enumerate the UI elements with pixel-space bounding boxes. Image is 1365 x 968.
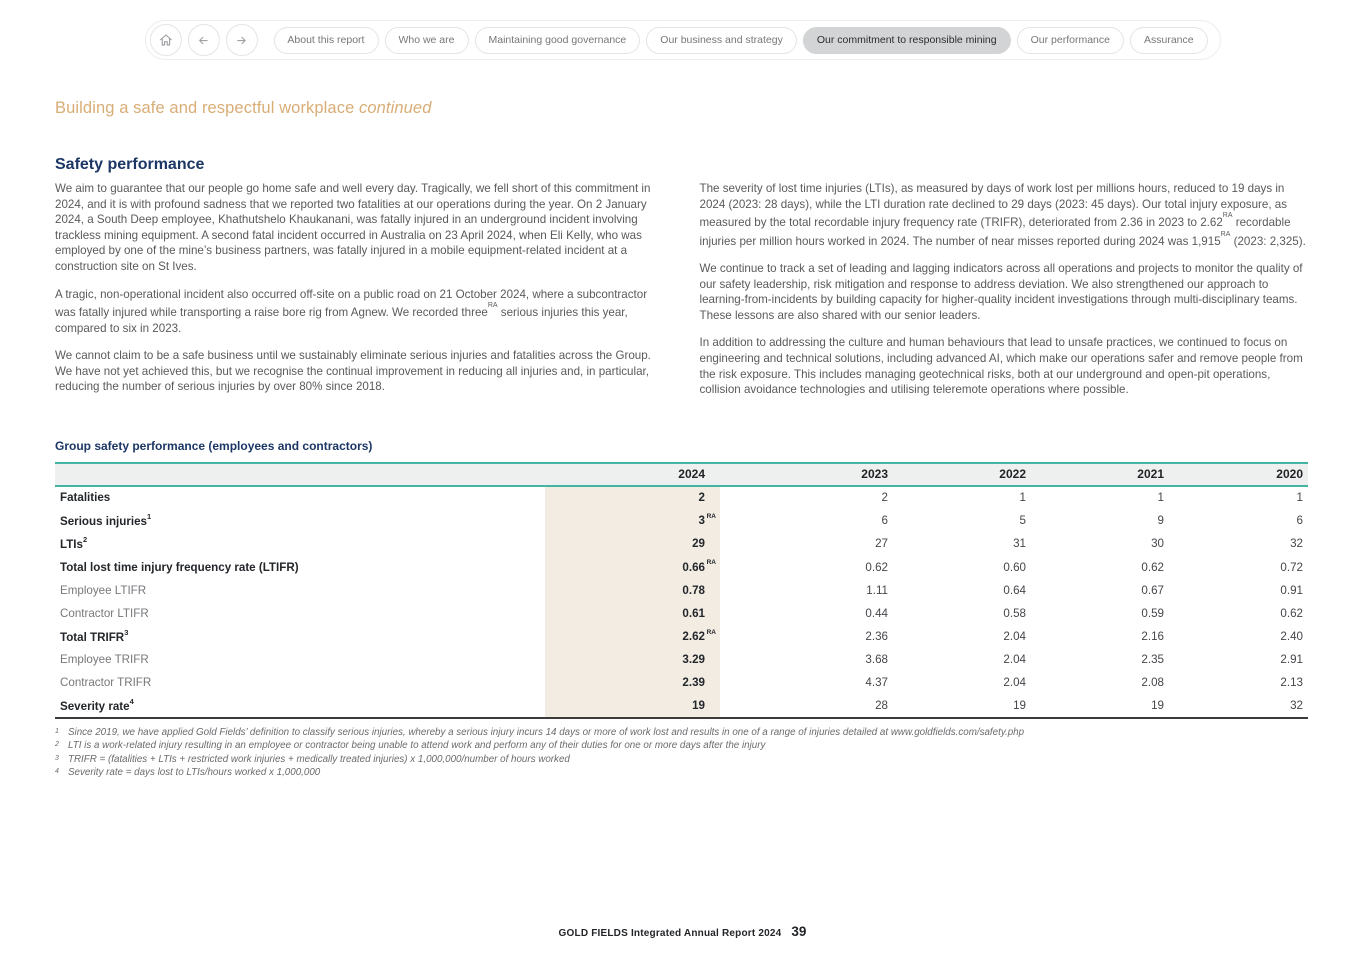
cell-value: 19 bbox=[1031, 695, 1169, 718]
top-navigation bbox=[144, 20, 1220, 60]
cell-value: 3 RA bbox=[545, 509, 720, 532]
nav-tab[interactable]: Maintaining good governance bbox=[474, 27, 640, 54]
paragraph: A tragic, non-operational incident also occurred off-site on a public road on 21 October 2024, where a subcontractor was fatally injured while transporting a raise bore rig from Agnew. We recorded three$^{RA}$ serious injuries this year, compared to six in 2023. bbox=[55, 287, 648, 335]
table-header-row bbox=[55, 463, 1308, 486]
cell-value: 2.13 bbox=[1280, 676, 1303, 690]
table-row bbox=[55, 532, 1308, 555]
section-heading-continued: continued bbox=[359, 99, 432, 117]
home-icon bbox=[157, 32, 173, 48]
footnote bbox=[55, 766, 1308, 780]
cell-value: 2.40 bbox=[1280, 630, 1303, 644]
ra-superscript: RA bbox=[487, 302, 498, 310]
cell-value: 3.29 bbox=[545, 648, 720, 671]
footnote-text: Since 2019, we have applied Gold Fields’ definition to classify serious injuries, whereby a serious injury incurs 14 days or more of work lost and results in one of a range of injuries detailed at www.goldfields.com/safety.php bbox=[68, 726, 1025, 738]
ra-superscript: RA bbox=[706, 628, 716, 636]
table-title: Group safety performance (employees and contractors) bbox=[55, 438, 373, 453]
cell-value: 2.16 bbox=[1141, 630, 1164, 644]
row-label: Employee TRIFR bbox=[60, 653, 149, 667]
year-column-header: 2022 bbox=[893, 463, 1031, 486]
footnote-text: TRIFR = (fatalities + LTIs + restricted work injuries + medically treated injuries) x 1,000,000/number of hours worked bbox=[68, 753, 570, 765]
cell-value: 6 bbox=[1296, 514, 1303, 528]
cell-value: 0.64 bbox=[1003, 583, 1026, 597]
section-heading bbox=[55, 99, 1308, 118]
cell-value: 1 bbox=[1296, 491, 1303, 505]
left-column bbox=[55, 181, 664, 410]
paragraph: In addition to addressing the culture and human behaviours that lead to unsafe practices, we continued to focus on engineering and technical solutions, including advanced AI, which make our operations safer and remove people from the risk exposure. This includes managing geotechnical risks, both at our underground and open-pit operations, collision avoidance technologies and utilising teleremote operations where possible. bbox=[699, 336, 1303, 397]
footnote bbox=[55, 739, 1308, 753]
safety-table-section bbox=[55, 439, 1308, 780]
cell-value: 32 bbox=[1169, 695, 1308, 718]
row-label: Total lost time injury frequency rate (LTIFR) bbox=[60, 560, 299, 574]
row-label: Total TRIFR$^3$ bbox=[60, 628, 129, 644]
table-row bbox=[55, 695, 1308, 718]
table-footnotes bbox=[55, 726, 1308, 780]
year-column-header: 2021 bbox=[1031, 463, 1169, 486]
paragraph: The severity of lost time injuries (LTIs), as measured by days of work lost per millions hours, reduced to 19 days in 2024 (2023: 28 days), while the LTI duration rate declined to 29 days (2023: 45 days). Our total injury exposure, as measured by the total recordable injury frequency rate (TRIFR), deteriorated from 2.36 in 2023 to $2.62^{RA}$ recordable injuries per million hours worked in 2024. The number of near misses reported during 2024 was $1,915^{RA}$ (2023: 2,325). bbox=[699, 182, 1306, 248]
nav-tab[interactable]: About this report bbox=[273, 27, 378, 54]
cell-value: 0.44 bbox=[865, 606, 888, 620]
page-number: 39 bbox=[791, 924, 807, 939]
footnote bbox=[55, 726, 1308, 740]
cell-value: 30 bbox=[1151, 537, 1164, 551]
cell-value: 31 bbox=[1013, 537, 1026, 551]
cell-value: 32 bbox=[1290, 537, 1303, 551]
footnote-marker: 2 bbox=[82, 535, 88, 545]
table-row bbox=[55, 625, 1308, 648]
table-row bbox=[55, 579, 1308, 602]
ra-superscript: RA bbox=[706, 559, 716, 567]
footnote bbox=[55, 753, 1308, 767]
year-column-header: 2024 bbox=[545, 463, 720, 486]
cell-value: 0.66 RA bbox=[545, 555, 720, 578]
cell-value: 0.62 bbox=[1280, 606, 1303, 620]
cell-value: 29 bbox=[545, 532, 720, 555]
cell-value: 5 bbox=[1019, 514, 1026, 528]
cell-value: 0.78 bbox=[545, 579, 720, 602]
footnote-marker: 1 bbox=[55, 727, 59, 735]
cell-value: 2.39 bbox=[545, 671, 720, 694]
cell-value: 2.91 bbox=[1280, 653, 1303, 667]
paragraph: We continue to track a set of leading and lagging indicators across all operations and projects to monitor the quality of our safety leadership, risk mitigation and response to address deviation. We also strengthened our approach to learning-from-incidents by building capacity for higher-quality incident investigations through multi-disciplinary teams. These lessons are also shared with our senior leaders. bbox=[699, 262, 1303, 322]
footnote-text: LTI is a work-related injury resulting in an employee or contractor being unable to attend work and perform any of their duties for one or more days after the injury bbox=[68, 740, 766, 752]
table-row bbox=[55, 486, 1308, 509]
cell-value: 2 bbox=[881, 491, 888, 505]
row-label: Serious injuries$^1$ bbox=[60, 512, 152, 529]
footnote-marker: 4 bbox=[55, 768, 59, 776]
back-button[interactable] bbox=[187, 24, 219, 56]
footnote-marker: 2 bbox=[55, 741, 59, 749]
ra-superscript: RA bbox=[706, 513, 716, 521]
row-label: Contractor LTIFR bbox=[60, 606, 149, 620]
cell-value: 2.04 bbox=[1003, 676, 1026, 690]
back-arrow-icon bbox=[196, 33, 211, 48]
cell-value: 19 bbox=[545, 695, 720, 718]
row-label: Contractor TRIFR bbox=[60, 676, 152, 690]
safety-performance-table bbox=[55, 462, 1308, 719]
cell-value: 0.62 bbox=[1141, 560, 1164, 574]
nav-tab[interactable]: Our performance bbox=[1017, 27, 1124, 54]
nav-tab[interactable]: Who we are bbox=[384, 27, 468, 54]
cell-value: 0.72 bbox=[1280, 560, 1303, 574]
nav-tabs bbox=[273, 27, 1207, 54]
page-footer bbox=[559, 924, 807, 939]
cell-value: 0.62 bbox=[865, 560, 888, 574]
cell-value: 6 bbox=[881, 514, 888, 528]
row-label: LTIs$^2$ bbox=[60, 535, 88, 552]
cell-value: 2.04 bbox=[1003, 630, 1026, 644]
right-column bbox=[700, 181, 1309, 410]
forward-button[interactable] bbox=[225, 24, 257, 56]
row-label: Fatalities bbox=[60, 491, 111, 505]
cell-value: 2 bbox=[545, 486, 720, 509]
cell-value: 2.62 RA bbox=[545, 625, 720, 648]
cell-value: 0.58 bbox=[1003, 606, 1026, 620]
cell-value: 0.59 bbox=[1141, 606, 1164, 620]
cell-value: 2.08 bbox=[1141, 676, 1164, 690]
cell-value: 2.36 bbox=[865, 630, 888, 644]
cell-value: 1 bbox=[1157, 491, 1164, 505]
page-content bbox=[55, 99, 1308, 780]
nav-tab[interactable]: Assurance bbox=[1130, 27, 1208, 54]
nav-tab[interactable]: Our commitment to responsible mining bbox=[803, 27, 1011, 54]
cell-value: 2.35 bbox=[1141, 653, 1164, 667]
footnote-marker: 4 bbox=[129, 697, 134, 707]
table-row bbox=[55, 648, 1308, 671]
cell-value: 2.04 bbox=[1003, 653, 1026, 667]
cell-value: 0.67 bbox=[1141, 583, 1164, 597]
cell-value: 9 bbox=[1157, 514, 1164, 528]
footnote-text: Severity rate = days lost to LTIs/hours worked x 1,000,000 bbox=[68, 767, 321, 779]
cell-value: 4.37 bbox=[865, 676, 888, 690]
footnote-marker: 1 bbox=[146, 512, 152, 522]
cell-value: 0.61 bbox=[545, 602, 720, 625]
cell-value: 0.91 bbox=[1280, 583, 1303, 597]
cell-value: 1 bbox=[1019, 491, 1026, 505]
cell-value: 1.11 bbox=[866, 583, 888, 597]
cell-value: 3.68 bbox=[865, 653, 888, 667]
row-label: Severity rate$^4$ bbox=[55, 695, 545, 718]
table-header-spacer bbox=[55, 463, 545, 486]
table-body bbox=[55, 486, 1308, 718]
paragraph: We cannot claim to be a safe business until we sustainably eliminate serious injuries and fatalities across the Group. We have not yet achieved this, but we recognise the continual improvement in reducing all injuries and, in particular, reducing the number of serious injuries by over 80% since 2018. bbox=[55, 349, 651, 394]
ra-superscript: RA bbox=[1222, 212, 1233, 220]
paragraph: We aim to guarantee that our people go home safe and well every day. Tragically, we fell short of this commitment in 2024, and it is with profound sadness that we reported two fatalities at our operations during the year. On 2 January 2024, a South Deep employee, Khathutshelo Khaukanani, was fatally injured in an underground incident involving trackless mining equipment. A second fatal incident occurred in Australia on 23 April 2024, when Eli Kelly, who was employed by one of the mine’s business partners, was fatally injured in a mobile equipment-related incident at a construction site on St Ives. bbox=[55, 182, 651, 273]
cell-value: 19 bbox=[893, 695, 1031, 718]
row-label: Employee LTIFR bbox=[60, 583, 147, 597]
forward-arrow-icon bbox=[234, 33, 249, 48]
footnote-marker: 3 bbox=[124, 628, 129, 638]
footnote-marker: 3 bbox=[55, 754, 59, 762]
report-title: GOLD FIELDS Integrated Annual Report 2024 bbox=[558, 928, 782, 939]
cell-value: 28 bbox=[720, 695, 893, 718]
year-column-header: 2023 bbox=[720, 463, 893, 486]
home-button[interactable] bbox=[149, 24, 181, 56]
page-title: Safety performance bbox=[55, 156, 205, 173]
table-row bbox=[55, 671, 1308, 694]
cell-value: 27 bbox=[875, 537, 888, 551]
cell-value: 0.60 bbox=[1003, 560, 1026, 574]
year-column-header: 2020 bbox=[1169, 463, 1308, 486]
nav-tab[interactable]: Our business and strategy bbox=[646, 27, 797, 54]
table-row bbox=[55, 602, 1308, 625]
table-row bbox=[55, 555, 1308, 578]
table-row bbox=[55, 509, 1308, 532]
section-heading-text: Building a safe and respectful workplace bbox=[55, 99, 355, 117]
body-columns bbox=[55, 181, 1308, 410]
ra-superscript: RA bbox=[1220, 230, 1231, 238]
